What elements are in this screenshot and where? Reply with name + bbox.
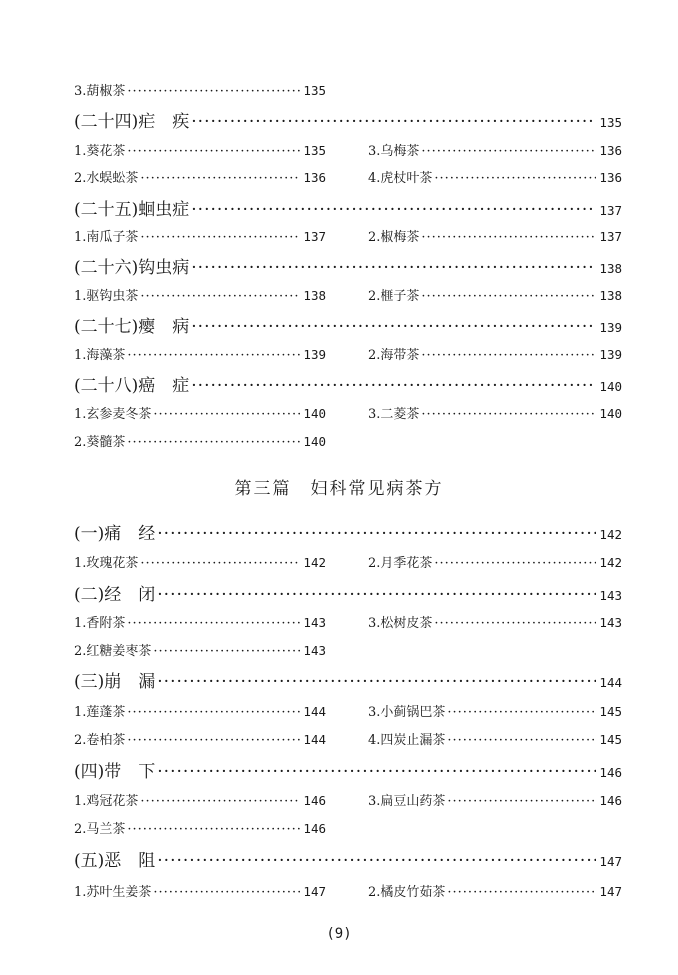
toc-section: [74, 107, 622, 131]
entry-label: 2.葵髓茶: [74, 435, 126, 450]
toc-entry: [74, 140, 326, 160]
entry-page: 137: [303, 229, 326, 244]
dot-leader: [421, 230, 596, 245]
dot-leader: [157, 585, 596, 605]
entry-page: 138: [303, 288, 326, 303]
entry-page: 146: [599, 793, 622, 808]
entry-label: 4.四炭止漏茶: [368, 733, 446, 748]
toc-entry: [368, 790, 622, 810]
section-page: 144: [599, 675, 622, 690]
entry-page: 135: [303, 143, 326, 158]
toc-entry: [74, 729, 326, 749]
entry-page: 139: [303, 347, 326, 362]
dot-leader: [140, 556, 300, 571]
entry-label: 2.月季花茶: [368, 556, 433, 571]
toc-entry: [368, 344, 622, 364]
entry-label: 3.小蓟锅巴茶: [368, 705, 446, 720]
dot-leader: [421, 144, 596, 159]
section-label: (二十七)瘿 病: [74, 317, 190, 337]
entry-label: 1.海藻茶: [74, 348, 126, 363]
entry-page: 138: [599, 288, 622, 303]
section-label: (一)痛 经: [74, 524, 156, 544]
section-page: 147: [599, 854, 622, 869]
section-page: 135: [599, 115, 622, 130]
toc-entry: [74, 403, 326, 423]
toc-section: [74, 667, 622, 691]
entry-label: 1.南瓜子茶: [74, 230, 139, 245]
dot-leader: [157, 851, 596, 871]
entry-label: 3.葫椒茶: [74, 84, 126, 99]
dot-leader: [153, 407, 300, 422]
dot-leader: [127, 822, 300, 837]
dot-leader: [191, 200, 596, 220]
section-page: 138: [599, 261, 622, 276]
dot-leader: [434, 556, 596, 571]
entry-label: 1.香附茶: [74, 616, 126, 631]
toc-section: [74, 519, 622, 543]
toc-entry: [74, 612, 326, 632]
entry-page: 146: [303, 821, 326, 836]
section-page: 137: [599, 203, 622, 218]
toc-entry: [368, 552, 622, 572]
entry-label: 4.虎杖叶茶: [368, 171, 433, 186]
entry-page: 137: [599, 229, 622, 244]
toc-section: [74, 253, 622, 277]
section-label: (五)恶 阻: [74, 851, 156, 871]
entry-page: 143: [303, 643, 326, 658]
entry-label: 2.橘皮竹茹茶: [368, 885, 446, 900]
section-label: (二十八)癌 症: [74, 376, 190, 396]
entry-label: 3.扁豆山药茶: [368, 794, 446, 809]
dot-leader: [127, 733, 300, 748]
entry-page: 143: [599, 615, 622, 630]
toc-entry: [368, 140, 622, 160]
entry-label: 3.松树皮茶: [368, 616, 433, 631]
entry-page: 135: [303, 83, 326, 98]
toc-entry: [368, 701, 622, 721]
entry-label: 2.椒梅茶: [368, 230, 420, 245]
dot-leader: [191, 317, 596, 337]
entry-page: 146: [303, 793, 326, 808]
section-page: 142: [599, 527, 622, 542]
toc-entry: [74, 640, 326, 660]
entry-page: 140: [303, 406, 326, 421]
toc-entry: [368, 403, 622, 423]
dot-leader: [447, 705, 596, 720]
toc-entry: [74, 80, 326, 100]
section-label: (三)崩 漏: [74, 672, 156, 692]
entry-page: 136: [303, 170, 326, 185]
toc-entry: [368, 285, 622, 305]
dot-leader: [421, 348, 596, 363]
section-label: (二十五)蛔虫症: [74, 200, 190, 220]
entry-label: 1.葵花茶: [74, 144, 126, 159]
entry-page: 142: [599, 555, 622, 570]
dot-leader: [157, 762, 596, 782]
toc-section: [74, 312, 622, 336]
dot-leader: [157, 672, 596, 692]
dot-leader: [127, 84, 300, 99]
toc-entry: [368, 881, 622, 901]
toc-entry: [74, 790, 326, 810]
toc-entry: [74, 285, 326, 305]
entry-page: 139: [599, 347, 622, 362]
dot-leader: [434, 171, 596, 186]
section-label: (四)带 下: [74, 762, 156, 782]
entry-page: 147: [599, 884, 622, 899]
entry-page: 143: [303, 615, 326, 630]
dot-leader: [191, 258, 596, 278]
section-page: 139: [599, 320, 622, 335]
entry-page: 140: [303, 434, 326, 449]
dot-leader: [447, 794, 596, 809]
dot-leader: [421, 289, 596, 304]
section-page: 146: [599, 765, 622, 780]
toc-section: [74, 580, 622, 604]
section-label: (二)经 闭: [74, 585, 156, 605]
dot-leader: [191, 376, 596, 396]
toc-entry: [74, 818, 326, 838]
dot-leader: [127, 348, 300, 363]
dot-leader: [421, 407, 596, 422]
entry-page: 140: [599, 406, 622, 421]
toc-section: [74, 757, 622, 781]
entry-page: 147: [303, 884, 326, 899]
entry-label: 2.卷柏茶: [74, 733, 126, 748]
entry-page: 142: [303, 555, 326, 570]
toc-section: [74, 195, 622, 219]
entry-page: 144: [303, 732, 326, 747]
toc-section: [74, 371, 622, 395]
entry-page: 136: [599, 143, 622, 158]
entry-label: 3.二菱茶: [368, 407, 420, 422]
dot-leader: [127, 144, 300, 159]
entry-label: 1.鸡冠花茶: [74, 794, 139, 809]
toc-entry: [74, 881, 326, 901]
dot-leader: [434, 616, 596, 631]
toc-entry: [74, 167, 326, 187]
toc-entry: [368, 167, 622, 187]
entry-label: 2.红糖姜枣茶: [74, 644, 152, 659]
entry-label: 1.驱钩虫茶: [74, 289, 139, 304]
toc-entry: [368, 729, 622, 749]
dot-leader: [447, 885, 596, 900]
entry-label: 1.玄参麦冬茶: [74, 407, 152, 422]
dot-leader: [140, 289, 300, 304]
entry-label: 2.海带茶: [368, 348, 420, 363]
entry-page: 144: [303, 704, 326, 719]
section-label: (二十四)疟 疾: [74, 112, 190, 132]
dot-leader: [140, 794, 300, 809]
dot-leader: [140, 230, 300, 245]
entry-label: 2.马兰茶: [74, 822, 126, 837]
entry-label: 3.乌梅茶: [368, 144, 420, 159]
entry-page: 136: [599, 170, 622, 185]
page-number: (9): [326, 926, 352, 942]
dot-leader: [153, 644, 300, 659]
dot-leader: [127, 435, 300, 450]
entry-label: 1.莲蓬茶: [74, 705, 126, 720]
entry-label: 1.玫瑰花茶: [74, 556, 139, 571]
toc-entry: [74, 701, 326, 721]
dot-leader: [127, 705, 300, 720]
toc-entry: [368, 612, 622, 632]
entry-page: 145: [599, 704, 622, 719]
toc-entry: [74, 552, 326, 572]
dot-leader: [191, 112, 596, 132]
entry-label: 1.苏叶生姜茶: [74, 885, 152, 900]
section-page: 143: [599, 588, 622, 603]
toc-entry: [74, 344, 326, 364]
dot-leader: [140, 171, 300, 186]
toc-section: [74, 846, 622, 870]
dot-leader: [153, 885, 300, 900]
section-page: 140: [599, 379, 622, 394]
dot-leader: [157, 524, 596, 544]
entry-label: 2.水蜈蚣茶: [74, 171, 139, 186]
part-title: 第三篇 妇科常见病茶方: [234, 479, 444, 499]
entry-page: 145: [599, 732, 622, 747]
dot-leader: [127, 616, 300, 631]
toc-entry: [74, 226, 326, 246]
toc-entry: [74, 431, 326, 451]
entry-label: 2.榧子茶: [368, 289, 420, 304]
dot-leader: [447, 733, 596, 748]
toc-entry: [368, 226, 622, 246]
section-label: (二十六)钩虫病: [74, 258, 190, 278]
